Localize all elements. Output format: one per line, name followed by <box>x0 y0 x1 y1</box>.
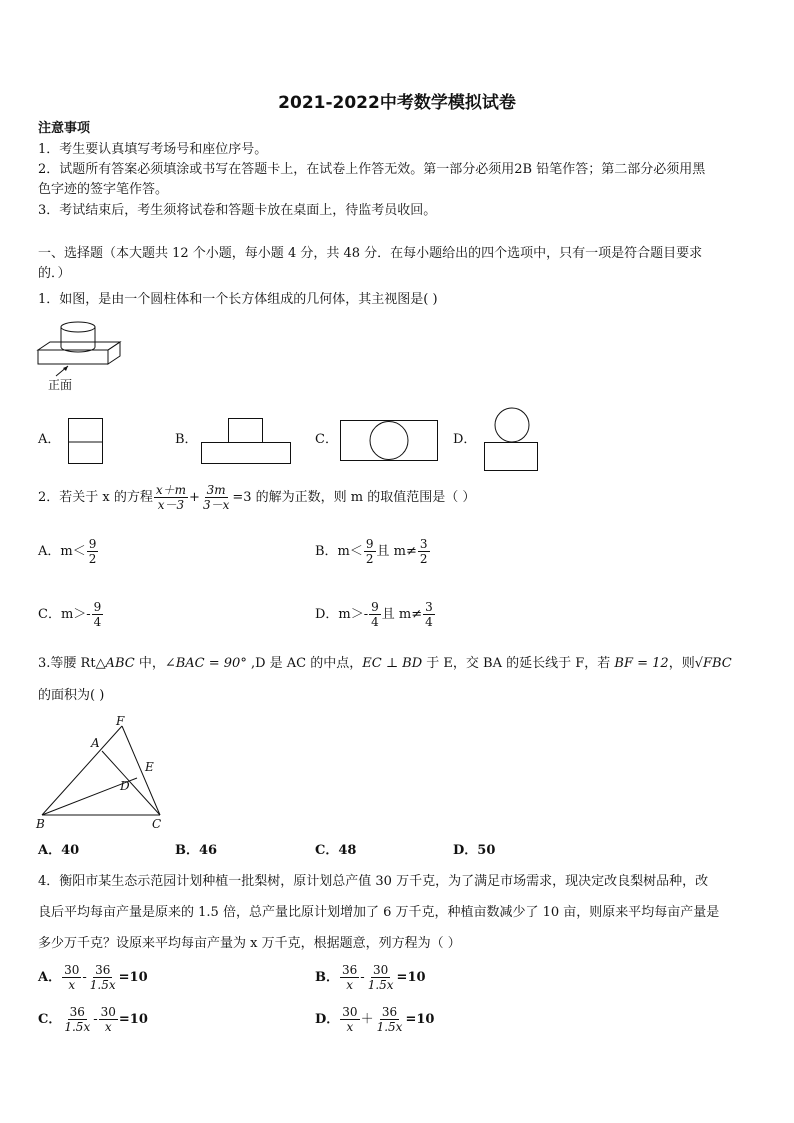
point-B: B <box>36 817 45 831</box>
q3-t8: BF = 12 <box>614 656 669 671</box>
q2-a-text: A．m＜ <box>38 543 86 559</box>
q4-d-d2: 1.5x <box>376 1020 403 1034</box>
q1-option-d-figure <box>484 407 540 473</box>
q2-option-a <box>38 537 99 566</box>
q2-option-b <box>315 537 431 566</box>
q4-d-n1: 30 <box>342 1005 358 1019</box>
q1-option-c-figure <box>340 420 440 464</box>
q4-a-frac1 <box>62 963 81 992</box>
q3-t2: △ABC <box>95 656 135 671</box>
notice-item-1: 1．考生要认真填写考场号和座位序号。 <box>38 142 268 157</box>
q4-option-c <box>38 1005 148 1034</box>
q4-c-d1: 1.5x <box>64 1020 91 1034</box>
q3-t7: 于 E，交 BA 的延长线于 F，若 <box>422 656 615 671</box>
q4-b-frac1 <box>340 963 359 992</box>
q2-f1-denominator: x－3 <box>157 498 185 512</box>
q3-t10: √FBC <box>694 656 732 671</box>
segment-FC <box>122 726 160 815</box>
q4-a-d2: 1.5x <box>89 978 116 992</box>
q4-a-n2: 36 <box>95 963 111 977</box>
q4-b-d2: 1.5x <box>367 978 394 992</box>
q4-c-rhs: =10 <box>118 1011 148 1027</box>
q4-c-frac2 <box>99 1005 118 1034</box>
point-F: F <box>116 714 125 728</box>
q3-triangle-figure <box>36 714 171 832</box>
q2-b-den: 2 <box>365 552 374 566</box>
q2-b-num: 9 <box>365 537 374 551</box>
q3-option-a: A．40 <box>38 843 80 858</box>
notice-item-2: 2．试题所有答案必须填涂或书写在答题卡上，在试卷上作答无效。第一部分必须用2B 铅笔作答；第二部分必须用黑 <box>38 162 706 177</box>
q3-option-d: D．50 <box>453 843 496 858</box>
q2-f2-denominator: 3－x <box>202 498 230 512</box>
q4-c-n1: 36 <box>69 1005 85 1019</box>
q2-a-fraction <box>87 537 99 566</box>
q2-f1-numerator: x＋m <box>155 483 187 497</box>
q4-c-n2: 30 <box>100 1005 116 1019</box>
notice-item-2-cont: 色字迹的签字笔作答。 <box>38 182 169 197</box>
q1-front-label: 正面 <box>48 378 73 392</box>
q3-t5: ,D 是 AC 的中点， <box>246 656 363 671</box>
q4-c-label: C． <box>38 1011 62 1027</box>
q4-a-n1: 30 <box>64 963 80 977</box>
q2-a-num: 9 <box>88 537 97 551</box>
q4-stem-line1: 4．衡阳市某生态示范园计划种植一批梨树，原计划总产值 30 万千克，为了满足市场需求，现决定改良梨树品种，改 <box>38 874 709 889</box>
q4-option-b <box>315 963 426 992</box>
q2-d-num: 9 <box>371 600 379 614</box>
q2-c-den: 4 <box>93 615 102 629</box>
q3-option-c: C．48 <box>315 843 357 858</box>
q4-option-a <box>38 963 148 992</box>
q2-b-mid: 且 m≠ <box>376 543 417 559</box>
q3-t1: 3.等腰 Rt <box>38 656 96 671</box>
q2-c-fraction <box>92 600 104 629</box>
q2-d-den: 4 <box>371 615 379 629</box>
q4-b-n1: 36 <box>342 963 358 977</box>
q4-option-d <box>315 1005 434 1034</box>
q4-a-d1: x <box>68 978 76 992</box>
q4-b-rhs: =10 <box>396 969 426 985</box>
section-heading: 一、选择题（本大题共 12 个小题，每小题 4 分，共 48 分．在每小题给出的四个选项中，只有一项是符合题目要求 <box>38 246 703 261</box>
q1-option-c-label: C． <box>315 432 338 447</box>
q2-c-num: 9 <box>93 600 102 614</box>
q2-b-den2: 2 <box>419 552 428 566</box>
segment-BF <box>42 726 122 815</box>
q4-d-frac2 <box>375 1005 405 1034</box>
notice-heading: 注意事项 <box>38 121 91 136</box>
q2-d-text: D．m＞- <box>315 606 369 622</box>
q4-a-rhs: =10 <box>118 969 148 985</box>
point-E: E <box>145 760 154 774</box>
q3-t3: 中， <box>134 656 165 671</box>
q4-a-label: A． <box>38 969 62 985</box>
q1-option-b-label: B． <box>175 432 198 447</box>
q4-d-rhs: =10 <box>405 1011 435 1027</box>
page-title: 2021-2022中考数学模拟试卷 <box>278 93 516 113</box>
q3-t6: EC ⊥ BD <box>362 656 423 671</box>
q1-stem: 1．如图，是由一个圆柱体和一个长方体组成的几何体，其主视图是( ) <box>38 292 438 307</box>
q2-fraction-2 <box>201 483 231 512</box>
q4-b-op: - <box>360 969 365 985</box>
q4-stem-line2: 良后平均每亩产量是原来的 1.5 倍，总产量比原计划增加了 6 万千克，种植亩数减少了 10 亩，则原来平均每亩产量是 <box>38 905 720 920</box>
q2-option-c <box>38 600 104 629</box>
q4-a-op: - <box>82 969 87 985</box>
q1-option-a-figure <box>68 418 104 466</box>
q4-b-label: B． <box>315 969 339 985</box>
q4-a-frac2 <box>88 963 118 992</box>
q2-d-num2: 3 <box>425 600 433 614</box>
q3-t4: ∠BAC = 90° <box>164 656 247 671</box>
q2-b-text: B．m＜ <box>315 543 363 559</box>
point-A: A <box>91 736 100 750</box>
q2-d-mid: 且 m≠ <box>381 606 423 622</box>
section-heading-cont: 的．） <box>38 266 71 281</box>
q2-stem-post: =3 的解为正数，则 m 的取值范围是（ ） <box>232 489 476 505</box>
q2-fraction-1 <box>154 483 188 512</box>
q4-c-frac1 <box>62 1005 92 1034</box>
q2-d-fraction <box>369 600 381 629</box>
q4-c-op: - <box>93 1011 98 1027</box>
q3-stem-line1 <box>38 654 732 674</box>
q2-option-d <box>315 600 436 629</box>
q4-b-d1: x <box>346 978 354 992</box>
q4-d-op: ＋ <box>360 1011 374 1027</box>
notice-item-3: 3．考试结束后，考生须将试卷和答题卡放在桌面上，待监考员收回。 <box>38 203 437 218</box>
q4-d-frac1 <box>340 1005 359 1034</box>
q1-option-d-label: D． <box>453 432 477 447</box>
q2-c-text: C．m＞- <box>38 606 91 622</box>
q1-option-b-figure <box>201 418 293 466</box>
point-D: D <box>120 779 130 793</box>
q3-t9: ，则 <box>668 656 695 671</box>
q4-d-n2: 36 <box>381 1005 398 1019</box>
q3-option-b: B．46 <box>175 843 218 858</box>
q1-option-a-label: A． <box>38 432 61 447</box>
q2-f2-numerator: 3m <box>206 483 226 497</box>
q4-b-frac2 <box>366 963 396 992</box>
q2-d-fraction-2 <box>423 600 435 629</box>
q2-stem <box>38 483 475 512</box>
point-C: C <box>152 817 162 831</box>
q2-b-num2: 3 <box>419 537 428 551</box>
q4-b-n2: 30 <box>372 963 389 977</box>
q2-b-fraction <box>364 537 376 566</box>
q3-stem-line2: 的面积为( ) <box>38 688 105 703</box>
q4-stem-line3: 多少万千克？设原来平均每亩产量为 x 万千克，根据题意，列方程为（ ） <box>38 936 461 951</box>
q2-a-den: 2 <box>88 552 97 566</box>
q4-d-label: D． <box>315 1011 340 1027</box>
q4-c-d2: x <box>104 1020 112 1034</box>
q2-plus: + <box>189 489 200 505</box>
q2-d-den2: 4 <box>425 615 433 629</box>
q2-b-fraction-2 <box>418 537 430 566</box>
q2-stem-pre: 2．若关于 x 的方程 <box>38 489 153 505</box>
q4-d-d1: x <box>346 1020 354 1034</box>
